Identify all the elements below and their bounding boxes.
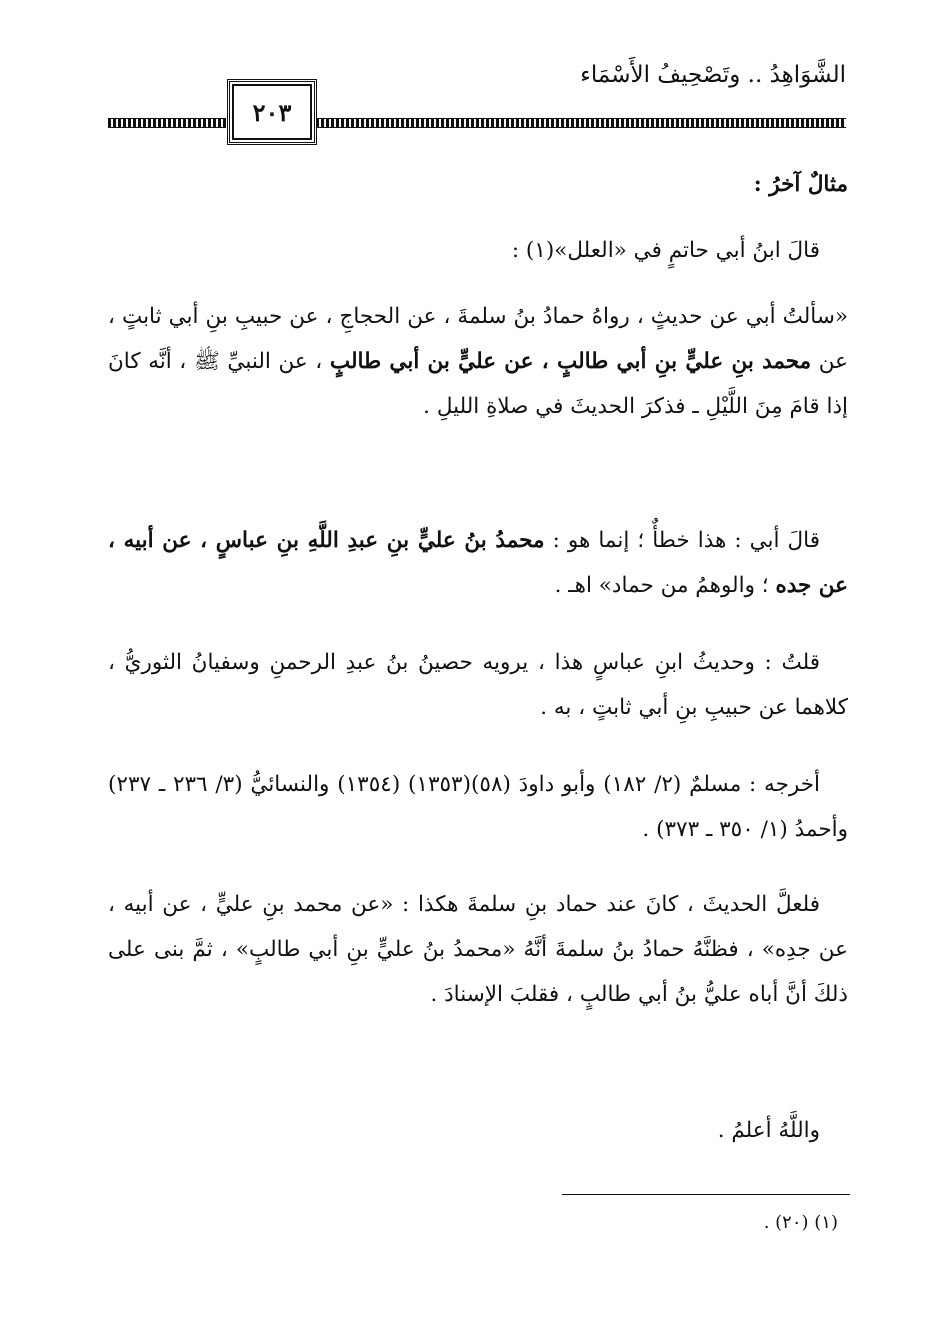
conclusion-text: فلعلَّ الحديثَ ، كانَ عند حماد بنِ سلمةَ هكذا : «عن محمد بنِ عليٍّ ، عن أبيه ، عن جدِه» ، فظنَّهُ حمادُ بنُ سلمةَ أنَّهُ «محمدُ بنُ عليٍّ بنِ أبي طالبٍ» ، ثمَّ بنى على ذلكَ أنَّ أباه عليُّ بنُ أبي طالبٍ ، فقلبَ الإسنادَ . [108,892,848,1007]
closing-text: واللَّهُ أعلمُ . [717,1118,820,1143]
note-text: قلتُ : وحديثُ ابنِ عباسٍ هذا ، يرويه حصينُ بنُ عبدِ الرحمنِ وسفيانُ الثوريُّ ، كلاهما عن حبيبِ بنِ أبي ثابتٍ ، به . [108,650,848,720]
quote-paragraph [108,294,848,429]
father-part-3: ؛ والوهمُ من حماد» اهـ . [554,573,776,598]
conclusion-paragraph [108,882,848,1017]
father-paragraph [108,518,848,608]
example-heading [108,162,848,207]
takhrij-paragraph [108,762,848,852]
closing-paragraph [108,1108,848,1153]
header-rule [316,118,846,128]
takhrij-text: أخرجه : مسلمٌ (٢/ ١٨٢) وأبو داودَ (٥٨)(١٣٥٣) (١٣٥٤) والنسائيُّ (٣/ ٢٣٦ ـ ٢٣٧) وأحمدُ (١/ ٣٥٠ ـ ٣٧٣) . [108,772,848,842]
intro-paragraph [108,228,848,273]
quote-part-1: «سألتُ أبي عن حديثٍ ، رواهُ حمادُ بنُ سلمةَ ، عن الحجاجِ ، عن حبيبِ بنِ أبي ثابتٍ ، عن [108,304,848,374]
page-number: ٢٠٣ [232,84,312,140]
footnote: (١) (٢٠) . [763,1212,838,1233]
father-bold-chain: محمدُ بنُ عليٍّ بنِ عبدِ اللَّهِ بنِ عباسٍ ، عن أبيه ، عن جده [108,528,848,598]
running-title: الشَّوَاهِدُ .. وتَصْحِيفُ الأَسْمَاء [580,62,846,88]
footnote-separator [562,1194,850,1195]
father-part-1: قالَ أبي : هذا خطأٌ ؛ إنما هو : [544,528,820,553]
note-paragraph [108,640,848,730]
heading-text: مثالٌ آخرُ : [753,172,848,197]
quote-bold-chain: محمد بنِ عليٍّ بنِ أبي طالبٍ ، عن عليٍّ بن أبي طالبٍ [329,349,812,374]
quote-part-3: ، عن النبيِّ ﷺ ، أنَّه كانَ إذا قامَ مِنَ اللَّيْلِ ـ فذكرَ الحديثَ في صلاةِ الليلِ . [108,349,848,419]
header-rule-short [108,118,226,128]
intro-text: قالَ ابنُ أبي حاتمٍ في «العلل»(١) : [511,238,820,263]
